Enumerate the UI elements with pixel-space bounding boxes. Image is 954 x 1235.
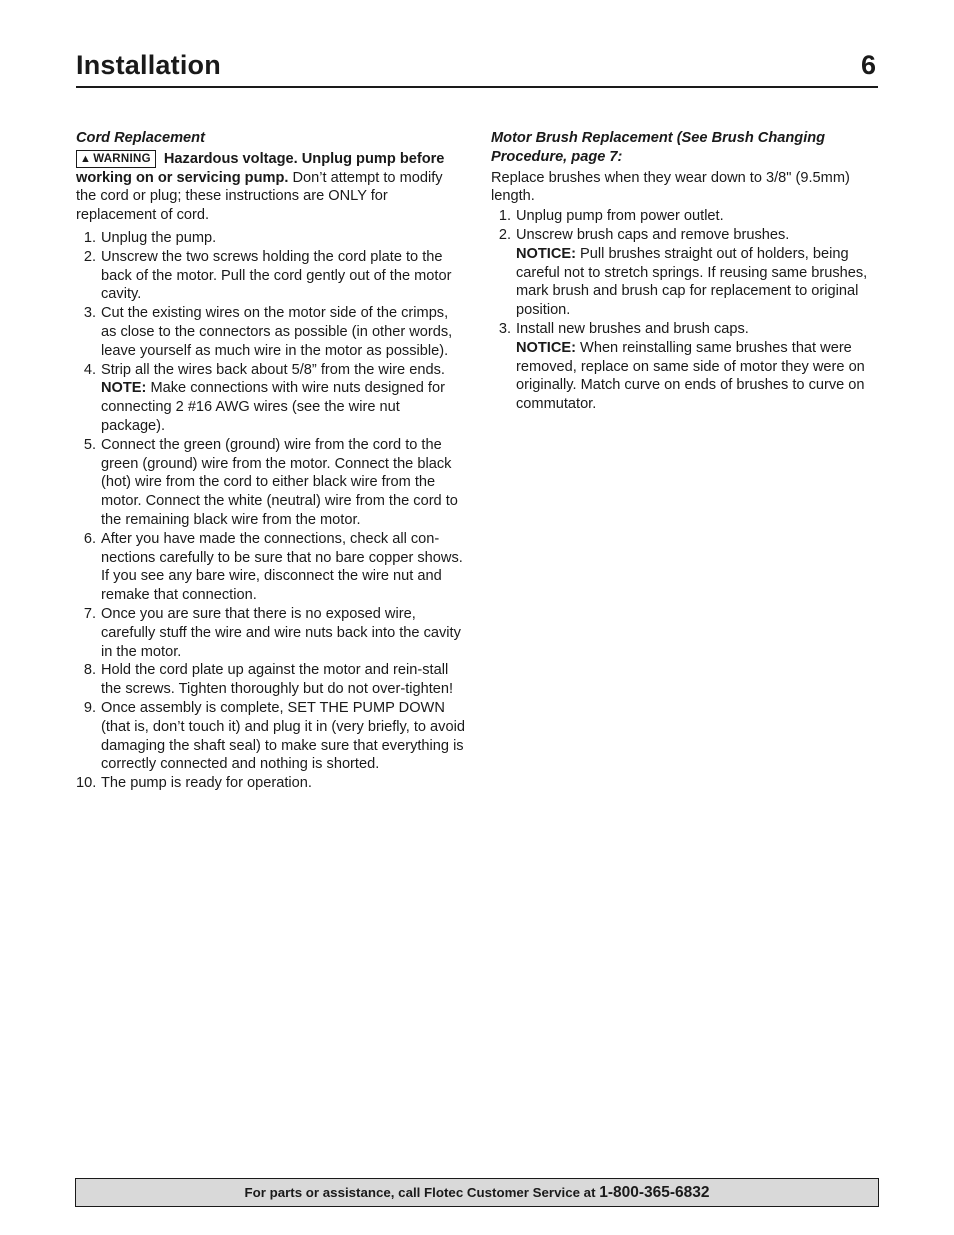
- list-item: [76, 248, 466, 304]
- notice-label: NOTICE:: [516, 245, 576, 262]
- note-text: Make connections with wire nuts designed for connecting 2 #16 AWG wires (see the wire nut package).: [101, 380, 445, 434]
- step-text: Hold the cord plate up against the motor and rein-stall the screws. Tighten thoroughly but do not over-tighten!: [101, 662, 454, 698]
- step-number: 4.: [83, 361, 96, 378]
- step-notice: [516, 245, 881, 320]
- step-number: 7.: [83, 605, 96, 622]
- list-item: [76, 605, 466, 661]
- page-number: 6: [860, 50, 876, 80]
- list-item: [76, 530, 466, 605]
- step-text: After you have made the connections, check all con-nections carefully to be sure that no bare copper shows. If you see any bare wire, disconnect the wire nut and remake that connection.: [101, 530, 463, 604]
- page-header: [76, 50, 878, 88]
- step-text: Unplug pump from power outlet.: [516, 208, 724, 225]
- step-number: 8.: [83, 662, 96, 679]
- step-number: 1.: [83, 229, 96, 246]
- step-text: The pump is ready for operation.: [101, 775, 312, 792]
- list-item: [76, 661, 466, 699]
- warning-paragraph: [76, 150, 466, 225]
- step-number: 1.: [498, 208, 511, 225]
- notice-text: When reinstalling same brushes that were removed, replace on same side of motor they were on originally. Match curve on ends of brushes to curve on commutator.: [516, 339, 865, 413]
- step-text: Unplug the pump.: [101, 229, 217, 246]
- left-column: [76, 129, 466, 793]
- brush-intro-text: Replace brushes when they wear down to 3/8" (9.5mm) length.: [491, 169, 850, 205]
- list-item: [491, 207, 881, 226]
- step-number: 2.: [498, 226, 511, 243]
- note-label: NOTE:: [101, 380, 147, 397]
- footer-text: For parts or assistance, call Flotec Customer Service at: [244, 1185, 600, 1200]
- step-text: Connect the green (ground) wire from the cord to the green (ground) wire from the motor. Connect the black (hot) wire from the cord to either black wire from the motor. Connect the white (neutral) wire from the cord to the remaining black wire from the motor.: [101, 436, 458, 528]
- step-text: Once assembly is complete, SET THE PUMP DOWN (that is, don’t touch it) and plug it in (very briefly, to avoid damaging the shaft seal) to make sure that everything is correctly connected and nothing is shorted.: [101, 699, 465, 773]
- warning-triangle-icon: ▲: [80, 152, 92, 165]
- list-item: [491, 320, 881, 414]
- step-number: 6.: [83, 530, 96, 547]
- list-item: [76, 229, 466, 248]
- list-item: [76, 774, 466, 793]
- step-notice: [516, 339, 881, 414]
- step-text: Unscrew brush caps and remove brushes.: [516, 226, 790, 243]
- list-item: [76, 436, 466, 530]
- step-text: Cut the existing wires on the motor side of the crimps, as close to the connectors as possible (in other words, leave yourself as much wire in the motor as possible).: [101, 305, 453, 359]
- list-item: [76, 304, 466, 360]
- step-text: Unscrew the two screws holding the cord plate to the back of the motor. Pull the cord gently out of the motor cavity.: [101, 248, 452, 303]
- section-heading-brush-replacement: Motor Brush Replacement (See Brush Changing Procedure, page 7:: [491, 130, 826, 165]
- step-number: 3.: [498, 320, 511, 337]
- step-number: 3.: [83, 305, 96, 322]
- notice-text: Pull brushes straight out of holders, being careful not to stretch springs. If reusing same brushes, mark brush and brush cap for replacement to original position.: [516, 245, 868, 319]
- notice-label: NOTICE:: [516, 339, 576, 356]
- warning-text: Don’t attempt to modify the cord or plug; these instructions are ONLY for replacement of cord.: [76, 169, 443, 224]
- warning-bold-text: Hazardous voltage. Unplug pump before working on or servicing pump.: [76, 150, 445, 186]
- list-item: [76, 699, 466, 774]
- brush-steps-list: [491, 207, 881, 414]
- step-text: Once you are sure that there is no exposed wire, carefully stuff the wire and wire nuts back into the cavity in the motor.: [101, 605, 461, 660]
- step-text: Install new brushes and brush caps.: [516, 320, 749, 337]
- step-number: 10.: [76, 775, 97, 792]
- right-column: [491, 129, 881, 414]
- page-title: Installation: [76, 50, 221, 80]
- footer-phone-number: 1-800-365-6832: [599, 1184, 710, 1201]
- list-item: [491, 226, 881, 320]
- step-note: [101, 379, 466, 435]
- warning-label: [76, 150, 156, 168]
- list-item: [76, 361, 466, 436]
- step-number: 2.: [83, 248, 96, 265]
- step-number: 5.: [83, 436, 96, 453]
- warning-label-text: WARNING: [93, 152, 151, 165]
- footer-bar: [75, 1178, 879, 1207]
- section-heading-cord-replacement: Cord Replacement: [76, 130, 205, 146]
- step-number: 9.: [83, 699, 96, 716]
- cord-steps-list: [76, 229, 466, 793]
- step-text: Strip all the wires back about 5/8” from the wire ends.: [101, 361, 445, 378]
